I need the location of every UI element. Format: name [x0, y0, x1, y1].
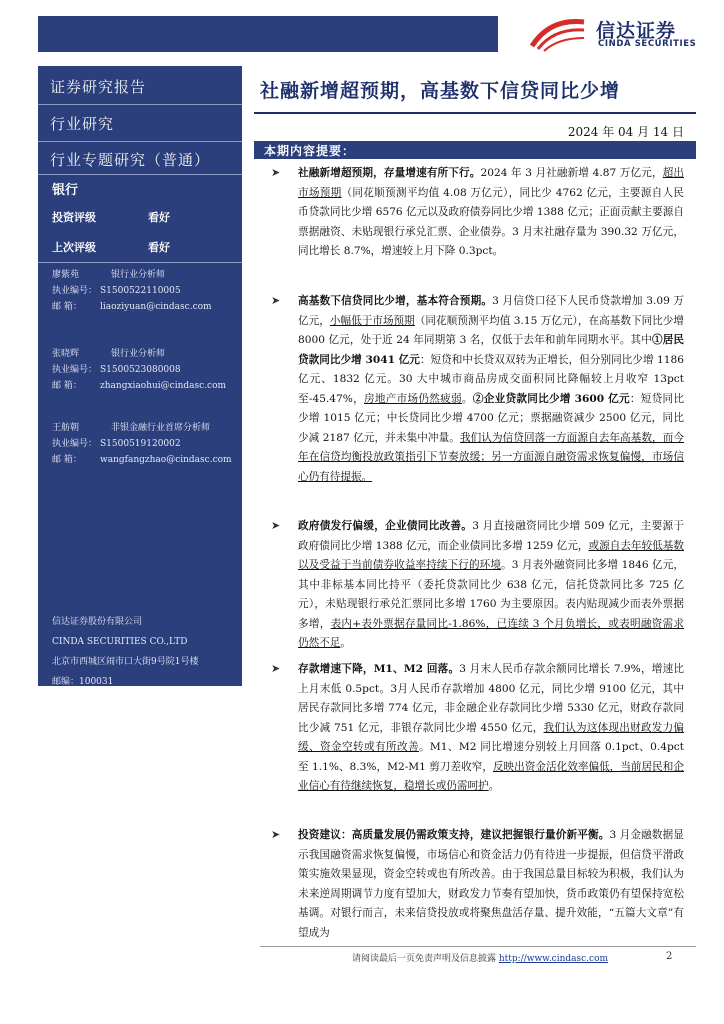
divider	[38, 141, 242, 142]
footer-divider	[260, 946, 696, 947]
divider	[38, 104, 242, 105]
header-bar	[38, 16, 498, 52]
analyst-role: 银行业分析师	[111, 270, 166, 280]
company-postcode: 邮编：100031	[52, 677, 114, 687]
email-label: 邮 箱：	[52, 302, 82, 312]
analyst-name: 张晓辉	[52, 349, 80, 359]
company-name-cn: 信达证券股份有限公司	[52, 617, 143, 627]
bullet-arrow-icon: ➤	[271, 828, 281, 841]
divider	[38, 262, 242, 263]
license-label: 执业编号：	[52, 286, 98, 296]
prev-rating-label: 上次评级	[52, 241, 96, 254]
company-address: 北京市西城区闹市口大街9号院1号楼	[52, 657, 199, 667]
license-number: S1500522110005	[100, 286, 181, 296]
cinda-logo-icon	[528, 16, 588, 52]
divider	[38, 174, 242, 175]
analyst-name: 廖紫苑	[52, 270, 80, 280]
summary-heading	[254, 141, 696, 159]
analyst-email[interactable]: liaoziyuan@cindasc.com	[100, 302, 212, 312]
summary-paragraph: 社融新增超预期，存量增速有所下行。2024 年 3 月社融新增 4.87 万亿元，超出市场预期（同花顺预测平均值 4.08 万亿元），同比少 4762 亿元，主要源自人民币贷款同比少增 6576 亿元以及政府债券同比少增 1388 亿元；正面贡献主要源自票据融资、未贴现银行承兑汇票、企业债券。3 月末社融存量为 390.32 万亿元，同比增长 8.7%，增速较上月下降 0.3pct。	[298, 167, 684, 257]
license-label: 执业编号：	[52, 439, 98, 449]
analyst-card	[52, 346, 226, 394]
bullet-arrow-icon: ➤	[271, 519, 281, 532]
license-number: S1500519120002	[100, 439, 181, 449]
report-type: 证券研究报告	[50, 78, 147, 96]
bullet-arrow-icon: ➤	[271, 166, 281, 179]
license-label: 执业编号：	[52, 365, 98, 375]
analyst-email[interactable]: wangfangzhao@cindasc.com	[100, 455, 232, 465]
company-info	[52, 612, 198, 692]
footer-disclaimer: 请阅读最后一页免责声明及信息披露	[352, 954, 497, 964]
summary-paragraph: 高基数下信贷同比少增，基本符合预期。3 月信贷口径下人民币贷款增加 3.09 万亿元，小幅低于市场预期（同花顺预测平均值 3.15 万亿元），在高基数下同比少增 8000 亿元，处于近 24 年同期第 3 名，仅低于去年和前年同期水平。其中①居民贷款同比少增 3041 亿元：短贷和中长贷双双转为正增长，但分别同比少增 1186 亿元、1832 亿元。30 大中城市商品房成交面积同比降幅较上月收窄 13pct 至-45.47%，房地产市场仍然疲弱。②企业贷款同比少增 3600 亿元：短贷同比少增 1015 亿元；中长贷同比少增 4700 亿元；票据融资减少 2500 亿元，同比少减 2187 亿元，并未集中冲量。我们认为信贷回落一方面源自去年高基数，而今年在信贷均衡投放政策指引下节奏放缓；另一方面源自融资需求恢复偏慢，市场信心仍有待提振。	[298, 295, 684, 483]
analyst-role: 银行业分析师	[111, 349, 166, 359]
report-date: 2024 年 04 月 14 日	[567, 125, 684, 139]
bullet-arrow-icon: ➤	[271, 662, 281, 675]
bullet-arrow-icon: ➤	[271, 294, 281, 307]
rating-value: 看好	[148, 211, 170, 224]
email-label: 邮 箱：	[52, 381, 82, 391]
email-label: 邮 箱：	[52, 455, 82, 465]
company-name-en: CINDA SECURITIES CO.,LTD	[52, 637, 188, 647]
summary-paragraph: 存款增速下降，M1、M2 回落。3 月末人民币存款余额同比增长 7.9%，增速比上月末低 0.5pct。3月人民币存款增加 4800 亿元，同比少增 9100 亿元，其中居民存款同比多增 774 亿元，非金融企业存款同比少增 5330 亿元，财政存款同比少减 751 亿元，非银存款同比少增 4550 亿元，我们认为这体现出财政发力偏缓、资金空转或有所改善。M1、M2 同比增速分别较上月回落 0.1pct、0.4pct 至 1.1%、8.3%，M2-M1 剪刀差收窄，反映出资金活化效率偏低，当前居民和企业信心有待继续恢复，稳增长或仍需呵护。	[298, 663, 684, 792]
industry-label: 银行	[52, 183, 79, 198]
cinda-logo	[528, 14, 708, 54]
summary-paragraph: 政府债发行偏缓，企业债同比改善。3 月直接融资同比少增 509 亿元，主要源于政府债同比少增 1388 亿元，而企业债同比多增 1259 亿元，或源自去年较低基数以及受益于当前债券收益率持续下行的环境。3 月表外融资同比多增 1846 亿元，其中非标基本同比持平（委托贷款同比少 638 亿元，信托贷款同比多 725 亿元），未贴现银行承兑汇票同比多增 1760 为主要原因。表内贴现减少而表外票据多增，表内+表外票据存量同比-1.86%，已连续 3 个月负增长，或表明融资需求仍然不足。	[298, 520, 684, 649]
logo-text-cn: 信达证券	[596, 20, 677, 42]
prev-rating-value: 看好	[148, 241, 170, 254]
page-number: 2	[666, 951, 673, 962]
summary-paragraph: 投资建议：高质量发展仍需政策支持，建议把握银行量价新平衡。3 月金融数据显示我国融资需求恢复偏慢，市场信心和资金活力仍有待进一步提振，但信贷平滑政策实施效果显现，资金空转或也有所改善。由于我国总量目标较为积极，我们认为未来逆周期调节力度有望加大，财政发力节奏有望加快，货币政策仍有望保持宽松基调。对银行而言，未来信贷投放或将聚焦盘活存量、提升效能，“五篇大文章”有望成为	[298, 829, 684, 939]
analyst-email[interactable]: zhangxiaohui@cindasc.com	[100, 381, 227, 391]
logo-text-en: CINDA SECURITIES	[598, 39, 697, 49]
report-title: 社融新增超预期，高基数下信贷同比少增	[260, 80, 621, 102]
footer	[352, 951, 608, 964]
analyst-role: 非银金融行业首席分析师	[111, 423, 211, 433]
analyst-card	[52, 267, 212, 315]
title-divider	[254, 112, 696, 114]
sidebar	[38, 66, 242, 686]
rating-label: 投资评级	[52, 211, 96, 224]
topic-type: 行业专题研究（普通）	[50, 151, 211, 169]
footer-link[interactable]: http://www.cindasc.com	[498, 954, 609, 964]
analyst-card	[52, 420, 232, 468]
summary-heading-text: 本期内容提要：	[264, 144, 356, 158]
license-number: S1500523080008	[100, 365, 181, 375]
analyst-name: 王舫朝	[52, 423, 80, 433]
research-type: 行业研究	[50, 115, 115, 133]
